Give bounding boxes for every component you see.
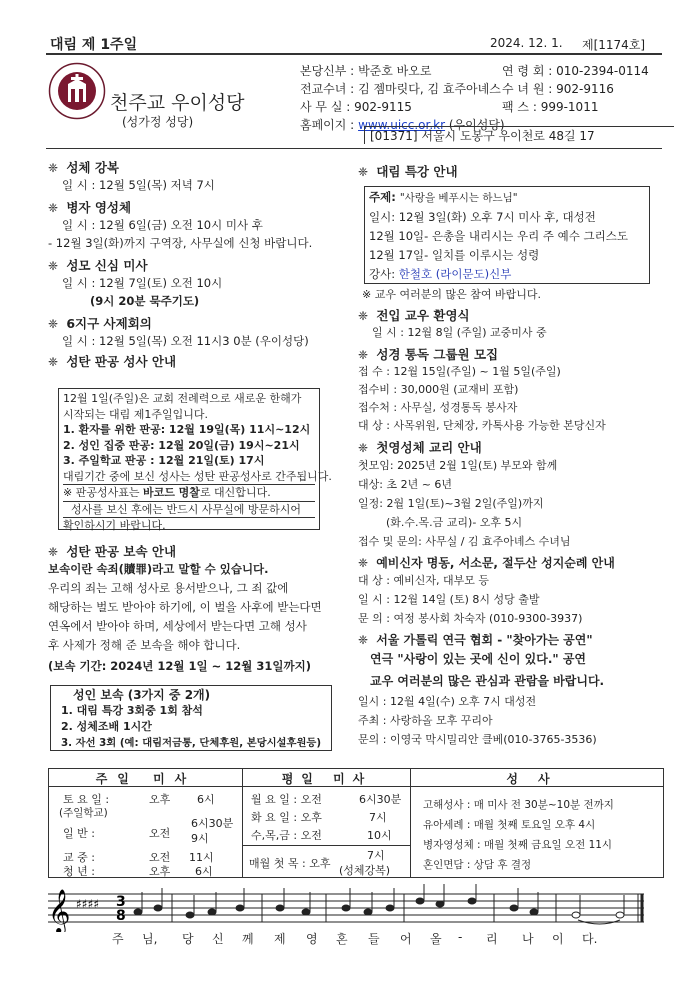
r6-line5: 문의 : 이영국 막시밀리안 클베(010-3765-3536) — [358, 733, 597, 746]
r5-line1: 대 상 : 예비신자, 대부모 등 — [358, 574, 489, 587]
sac-baptism: 유아세례 : 매월 첫째 토요일 오후 4시 — [423, 819, 596, 831]
s4-line1: 일 시 : 12월 5일(목) 오전 11시3 0분 (우이성당) — [62, 334, 309, 348]
phone: 010-2394-0114 — [556, 64, 649, 78]
r3-line3: 접수처 : 사무실, 성경통독 봉사자 — [358, 401, 518, 414]
pastor-label: 본당신부 : — [300, 64, 355, 78]
fax: 999-1011 — [540, 100, 599, 114]
penance-box — [50, 685, 332, 751]
r4-line4: (화.수.목.금 교리)- 오후 5시 — [386, 516, 523, 529]
wk-firstthu-note: (성체강복) — [339, 864, 391, 877]
left-column — [48, 158, 348, 370]
phone-label: 연 령 회 : — [502, 64, 553, 78]
r6-line4: 주최 : 사랑하올 모후 꾸리아 — [358, 714, 493, 727]
web-note: (우이성당) — [448, 118, 505, 132]
section-mark-icon: ❈ — [358, 556, 369, 570]
r2-title: 전입 교우 환영식 — [376, 308, 470, 323]
lyric-syllable: 올 — [430, 932, 442, 946]
r1-b1b: "사랑을 베푸시는 하느님" — [399, 192, 518, 204]
r3-line4: 대 상 : 사목위원, 단체장, 카톡사용 가능한 본당신자 — [358, 419, 606, 432]
sac-sick-communion: 병자영성체 : 매월 첫째 금요일 오전 11시 — [423, 839, 613, 851]
svg-text:3: 3 — [116, 894, 126, 910]
right-column — [358, 306, 678, 749]
r1-heading — [358, 162, 458, 180]
pen-b2: 1. 대림 특강 3회중 1회 참석 — [61, 704, 203, 717]
sun-youth-label: 청 년 : — [63, 865, 95, 878]
conf-b9: 확인하시기 바랍니다. — [63, 519, 166, 532]
pen-b1: 성인 보속 (3가지 중 2개) — [73, 688, 211, 702]
s6-title: 성탄 판공 보속 안내 — [66, 544, 177, 559]
r5-line2: 일 시 : 12월 14일 (토) 8시 성당 출발 — [358, 593, 540, 606]
s1-title: 성체 강복 — [66, 160, 120, 175]
conf-b7b: 바코드 명찰 — [142, 486, 200, 499]
top-rule — [46, 53, 662, 55]
r1-b2: 일시: 12월 3일(화) 오후 7시 미사 후, 대성전 — [369, 210, 596, 224]
s2-line1: 일 시 : 12월 6일(금) 오전 10시 미사 후 — [62, 218, 263, 232]
section-mark-icon: ❈ — [48, 161, 59, 175]
sun-sat-time: 6시 — [197, 793, 215, 806]
r4-line1: 첫모임: 2025년 2월 1일(토) 부모와 함께 — [358, 459, 558, 472]
section-mark-icon: ❈ — [48, 259, 59, 273]
s5-title: 성탄 판공 성사 안내 — [66, 354, 177, 369]
pen-b4: 3. 자선 3회 (예: 대림저금통, 단체후원, 본당시설후원등) — [61, 737, 322, 749]
weekday-mass-header: 평일 미사 — [281, 772, 373, 786]
section-mark-icon: ❈ — [48, 355, 59, 369]
s6-line6: (보속 기간: 2024년 12월 1일 ~ 12월 31일까지) — [48, 659, 311, 673]
s3-line1: 일 시 : 12월 7일(토) 오전 10시 — [62, 276, 223, 290]
office-phone: 902-9115 — [354, 100, 412, 114]
sun-general-ampm: 오전 — [149, 827, 171, 840]
r4-line2: 대상: 초 2년 ~ 6년 — [358, 478, 453, 491]
conf-b2: 시작되는 대림 제1주일입니다. — [63, 407, 208, 421]
sac-marriage: 혼인면담 : 상담 후 결정 — [423, 859, 532, 871]
nun-phone-label: 수 녀 원 : — [502, 82, 553, 96]
s3-title: 성모 신심 미사 — [66, 258, 148, 273]
fax-label: 팩 스 : — [502, 100, 537, 114]
web-label: 홈페이지 : — [300, 118, 355, 132]
sac-confession: 고해성사 : 매 미사 전 30분~10분 전까지 — [423, 799, 614, 811]
lyric-syllable: 리 — [486, 932, 498, 946]
wk-divider — [243, 845, 411, 846]
r2-line1: 일 시 : 12월 8일 (주일) 교중미사 중 — [372, 326, 547, 339]
sunday-mass-header: 주일 미사 — [95, 772, 197, 786]
lyric-syllable: 제 — [274, 932, 286, 946]
date: 2024. 12. 1. — [490, 36, 563, 50]
wk-wtf-label: 수,목,금 : 오전 — [251, 829, 322, 842]
contact-block-right — [502, 62, 649, 116]
s1-line: 일 시 : 12월 5일(목) 저녁 7시 — [62, 178, 215, 192]
lyric-syllable: 신 — [212, 932, 224, 946]
section-mark-icon: ❈ — [358, 441, 369, 455]
wk-mon-time: 6시30분 — [359, 793, 402, 806]
conf-b7a: ※ 판공성사표는 — [63, 486, 143, 499]
sacrament-header: 성사 — [506, 772, 570, 786]
conf-b1: 12월 1일(주일)은 교회 전례력으로 새로운 한해가 — [63, 392, 302, 405]
advent-lecture-box — [364, 186, 650, 284]
conf-b7c: 로 대신합니다. — [199, 486, 271, 499]
r1-note: ※ 교우 여러분의 많은 참여 바랍니다. — [362, 288, 541, 301]
section-mark-icon: ❈ — [358, 309, 369, 323]
sun-general-time1: 6시30분 — [191, 817, 234, 830]
sun-sat-sub: (주일학교) — [59, 807, 108, 819]
conf-b5: 3. 주일학교 판공 : 12월 21일(토) 17시 — [63, 454, 265, 467]
sun-general-label: 일 반 : — [63, 827, 95, 840]
church-name: 천주교 우이성당 — [110, 92, 245, 114]
section-mark-icon: ❈ — [358, 633, 369, 647]
r1-b4: 12월 17일- 일치를 이루시는 성령 — [369, 248, 540, 262]
s4-title: 6지구 사제회의 — [66, 316, 152, 331]
svg-text:𝄞: 𝄞 — [48, 889, 71, 932]
svg-text:8: 8 — [116, 908, 126, 924]
sun-main-ampm: 오전 — [149, 851, 171, 864]
r6-line1: 연극 "사랑이 있는 곳에 신이 있다." 공연 — [370, 652, 587, 666]
contact-block — [300, 62, 505, 134]
wk-wtf-time: 10시 — [367, 829, 392, 842]
r3-title: 성경 통독 그룹원 모집 — [376, 347, 499, 362]
s3-line2: (9시 20분 묵주기도) — [90, 294, 200, 308]
r4-title: 첫영성체 교리 안내 — [376, 440, 482, 455]
sun-main-label: 교 중 : — [63, 851, 95, 864]
sun-main-time: 11시 — [189, 851, 214, 864]
wk-firstthu-label: 매월 첫 목 : 오후 — [249, 857, 331, 870]
r4-line5: 접수 및 문의: 사무실 / 김 효주아녜스 수녀님 — [358, 535, 571, 548]
sun-sat-label: 토 요 일 : — [63, 793, 110, 806]
lyric-syllable: 께 — [242, 932, 254, 946]
sun-youth-time: 6시 — [195, 865, 213, 878]
week-title: 대림 제 1주일 — [50, 37, 138, 53]
r1-b5a: 강사: — [369, 267, 399, 281]
lyric-syllable: 님, — [142, 932, 158, 946]
sun-sat-ampm: 오후 — [149, 793, 171, 806]
header-rule — [46, 148, 662, 149]
s6-line4: 연옥에서 받아야 하며, 세상에서 받는다면 고해 성사 — [48, 619, 307, 633]
s6-line2: 우리의 죄는 고해 성사로 용서받으나, 그 죄 값에 — [48, 581, 289, 595]
hymn-staff — [40, 884, 674, 932]
address-text: [01371] 서울시 도봉구 우이천로 48길 17 — [370, 129, 595, 143]
lyric-syllable: 혼 — [336, 932, 348, 946]
nuns: 김 젬마릿다, 김 효주아녜스 — [358, 82, 501, 96]
s2-line2: - 12월 3일(화)까지 구역장, 사무실에 신청 바랍니다. — [48, 236, 313, 250]
issue-number: 제[1174호] — [582, 38, 646, 52]
s6-line3: 해당하는 벌도 받아야 하기에, 이 벌을 사후에 받는다면 — [48, 600, 322, 614]
lyric-syllable: 어 — [400, 932, 412, 946]
pen-b3: 2. 성체조배 1시간 — [61, 720, 152, 733]
section-mark-icon: ❈ — [358, 348, 369, 362]
penance-section — [48, 542, 348, 677]
conf-b6: 대림기간 중에 보신 성사는 성탄 판공성사로 간주됩니다. — [63, 469, 315, 486]
sun-general-time2: 9시 — [191, 832, 209, 845]
r1-b5b: 한철호 (라이문도)신부 — [398, 267, 512, 281]
church-logo-icon — [48, 62, 106, 120]
lyric-syllable: 다. — [582, 932, 598, 946]
r3-line2: 접수비 : 30,000원 (교재비 포함) — [358, 383, 519, 396]
r5-title: 예비신자 명동, 서소문, 절두산 성지순례 안내 — [376, 556, 615, 570]
s6-line1: 보속이란 속죄(贖罪)라고 말할 수 있습니다. — [48, 562, 269, 576]
conf-b8: 성사를 보신 후에는 반드시 사무실에 방문하시어 — [63, 502, 315, 519]
lyric-syllable: 이 — [552, 932, 564, 946]
conf-b3: 1. 환자를 위한 판공: 12월 19일(목) 11시~12시 — [63, 423, 311, 436]
wk-tue-time: 7시 — [369, 811, 387, 824]
lyric-syllable: 나 — [522, 932, 534, 946]
hymn-lyrics — [112, 930, 598, 948]
r6-line3: 일시 : 12월 4일(수) 오후 7시 대성전 — [358, 695, 537, 708]
nuns-label: 전교수녀 : — [300, 82, 355, 96]
section-mark-icon: ❈ — [48, 201, 59, 215]
lyric-syllable: 당 — [182, 932, 194, 946]
confession-box — [58, 388, 332, 532]
r1-b3: 12월 10일- 은총을 내리시는 우리 주 예수 그리스도 — [369, 229, 628, 243]
lyric-syllable: 주 — [112, 932, 124, 946]
wk-tue-label: 화 요 일 : 오후 — [251, 811, 322, 824]
section-mark-icon: ❈ — [48, 545, 59, 559]
office-label: 사 무 실 : — [300, 100, 351, 114]
lyric-syllable: - — [458, 930, 463, 944]
section-mark-icon: ❈ — [358, 165, 369, 179]
r6-line2: 교우 여러분의 많은 관심과 관람을 바랍니다. — [370, 674, 605, 688]
r3-line1: 접 수 : 12월 15일(주일) ~ 1월 5일(주일) — [358, 365, 561, 378]
r6-title: 서울 가톨릭 연극 협회 - "찾아가는 공연" — [376, 633, 593, 647]
pastor: 박준호 바오로 — [358, 64, 432, 78]
section-mark-icon: ❈ — [48, 317, 59, 331]
r1-b1a: 주제: — [369, 190, 400, 204]
wk-firstthu-time: 7시 — [367, 849, 385, 862]
sun-youth-ampm: 오후 — [149, 865, 171, 878]
lyric-syllable: 영 — [306, 932, 318, 946]
mass-schedule — [48, 768, 664, 878]
svg-text:♯♯♯♯: ♯♯♯♯ — [76, 897, 100, 911]
church-patron: (성가정 성당) — [122, 115, 194, 129]
s2-title: 병자 영성체 — [66, 200, 132, 215]
r5-line3: 문 의 : 여정 봉사회 차숙자 (010-9300-3937) — [358, 612, 583, 625]
wk-mon-label: 월 요 일 : 오전 — [251, 793, 322, 806]
r1-title: 대림 특강 안내 — [376, 164, 458, 179]
lyric-syllable: 들 — [368, 932, 380, 946]
r4-line3: 일정: 2월 1일(토)~3월 2일(주일)까지 — [358, 497, 544, 510]
website-link[interactable]: www.uicc.or.kr — [358, 118, 446, 132]
nun-phone: 902-9116 — [556, 82, 614, 96]
conf-b4: 2. 성인 집중 판공: 12월 20일(금) 19시~21시 — [63, 438, 300, 452]
s6-line5: 후 사제가 정해 준 보속을 해야 합니다. — [48, 638, 241, 652]
